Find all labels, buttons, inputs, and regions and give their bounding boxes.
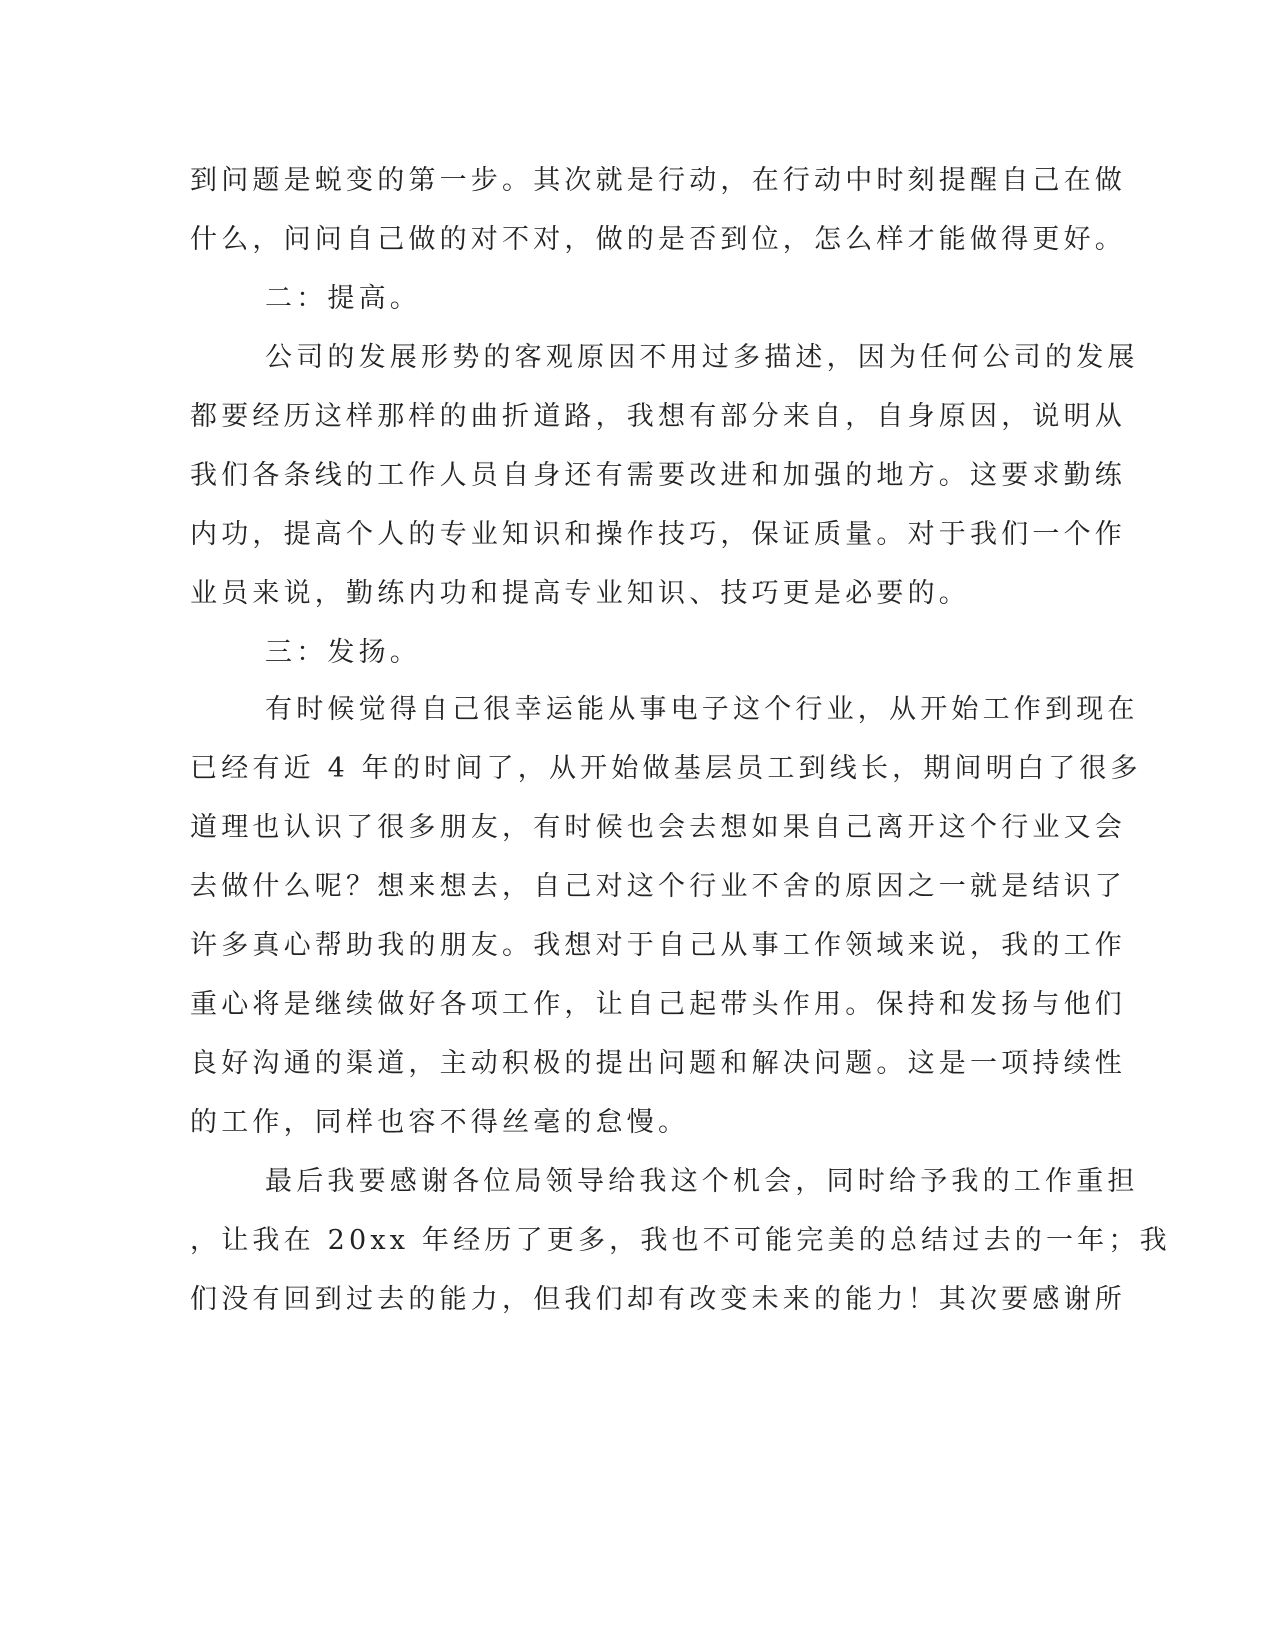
paragraph-first-line: 公司的发展形势的客观原因不用过多描述，因为任何公司的发展 xyxy=(265,342,1139,373)
text-line: 业员来说，勤练内功和提高专业知识、技巧更是必要的。 xyxy=(190,578,970,609)
text-line: ，让我在 20xx 年经历了更多，我也不可能完美的总结过去的一年；我 xyxy=(190,1225,1171,1256)
section-heading: 三：发扬。 xyxy=(265,637,421,668)
text-line: 许多真心帮助我的朋友。我想对于自己从事工作领域来说，我的工作 xyxy=(190,930,1126,961)
text-line: 良好沟通的渠道，主动积极的提出问题和解决问题。这是一项持续性 xyxy=(190,1048,1126,1079)
section-heading: 二：提高。 xyxy=(265,283,421,314)
text-line: 的工作，同样也容不得丝毫的怠慢。 xyxy=(190,1107,690,1138)
paragraph-first-line: 有时候觉得自己很幸运能从事电子这个行业，从开始工作到现在 xyxy=(265,694,1139,725)
text-line: 们没有回到过去的能力，但我们却有改变未来的能力！其次要感谢所 xyxy=(190,1284,1126,1315)
text-line: 重心将是继续做好各项工作，让自己起带头作用。保持和发扬与他们 xyxy=(190,989,1126,1020)
text-line: 已经有近 4 年的时间了，从开始做基层员工到线长，期间明白了很多 xyxy=(190,753,1142,784)
text-line: 都要经历这样那样的曲折道路，我想有部分来自，自身原因，说明从 xyxy=(190,401,1126,432)
text-line: 什么，问问自己做的对不对，做的是否到位，怎么样才能做得更好。 xyxy=(190,224,1126,255)
text-line: 道理也认识了很多朋友，有时候也会去想如果自己离开这个行业又会 xyxy=(190,812,1126,843)
paragraph-first-line: 最后我要感谢各位局领导给我这个机会，同时给予我的工作重担 xyxy=(265,1166,1139,1197)
text-line: 我们各条线的工作人员自身还有需要改进和加强的地方。这要求勤练 xyxy=(190,460,1126,491)
text-line: 内功，提高个人的专业知识和操作技巧，保证质量。对于我们一个作 xyxy=(190,519,1126,550)
text-line: 去做什么呢？想来想去，自己对这个行业不舍的原因之一就是结识了 xyxy=(190,871,1126,902)
text-line: 到问题是蜕变的第一步。其次就是行动，在行动中时刻提醒自己在做 xyxy=(190,165,1126,196)
